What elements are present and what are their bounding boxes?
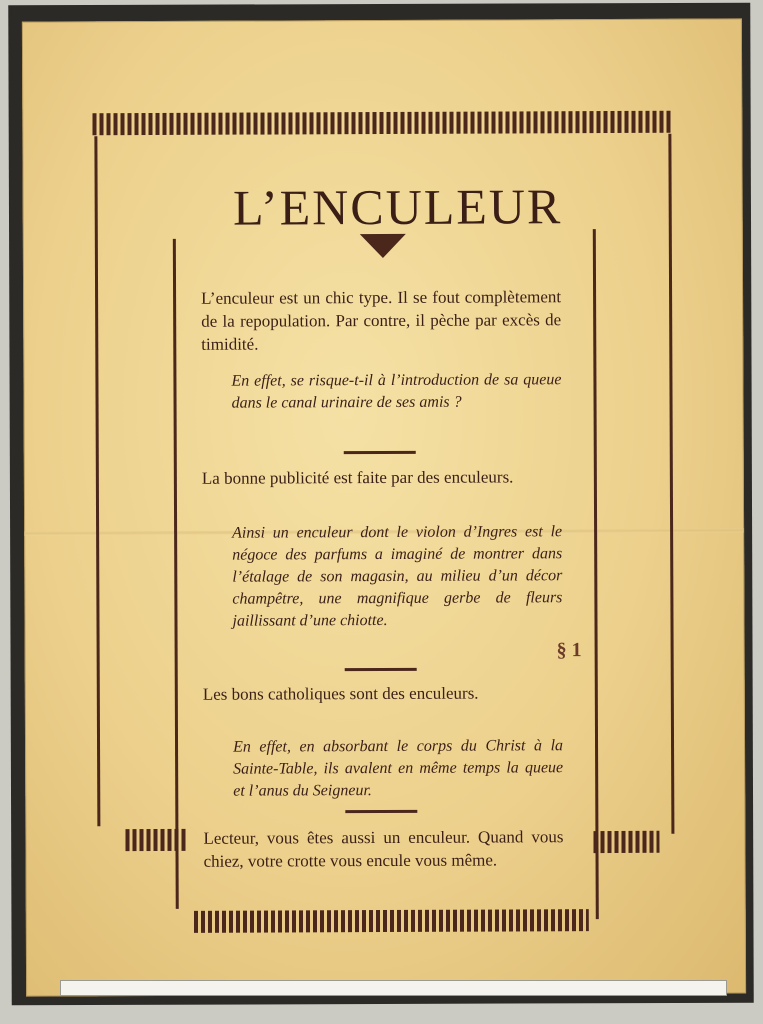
paragraph-1-italic: En effet, se risque-t-il à l’introduction de sa queue dans le canal urinaire de ses amis ?	[231, 371, 562, 412]
paragraph-4-lead: Lecteur, vous êtes aussi un enculeur. Quand vous chiez, votre crotte vous encule vous même.	[203, 827, 564, 871]
poster-paper	[22, 18, 746, 996]
paragraph-2-lead: La bonne publicité est faite par des enculeurs.	[201, 467, 514, 488]
smudge-mark: § 1	[556, 639, 582, 662]
left-outer-rule	[94, 136, 100, 826]
paragraph-3-lead: Les bons catholiques sont des enculeurs.	[202, 683, 479, 704]
mat-bottom-edge	[60, 980, 727, 996]
separator-3	[345, 810, 417, 813]
left-inner-rule	[173, 239, 179, 909]
separator-2	[345, 668, 417, 671]
right-outer-rule	[668, 134, 674, 834]
right-inner-rule	[593, 229, 599, 919]
right-side-hatch	[593, 831, 659, 853]
bottom-hatch-border	[194, 909, 589, 933]
triangle-ornament-icon	[360, 234, 406, 258]
paragraph-1-lead: L’enculeur est un chic type. Il se fout complètement de la repopulation. Par contre, il pèche par excès de timidité.	[201, 287, 562, 354]
paragraph-2-italic: Ainsi un enculeur dont le violon d’Ingres est le négoce des parfums a imaginé de montrer dans l’étalage de son magasin, au milieu d’un décor champêtre, une magnifique gerbe de fleurs jaillissant d’une chiotte.	[232, 523, 563, 630]
left-side-hatch	[125, 829, 187, 851]
paragraph-3-italic: En effet, en absorbant le corps du Christ à la Sainte-Table, ils avalent en même temps la queue et l’anus du Seigneur.	[233, 737, 564, 800]
document-title: L’ENCULEUR	[232, 178, 563, 236]
top-hatch-border	[92, 111, 672, 136]
separator-1	[344, 451, 416, 454]
